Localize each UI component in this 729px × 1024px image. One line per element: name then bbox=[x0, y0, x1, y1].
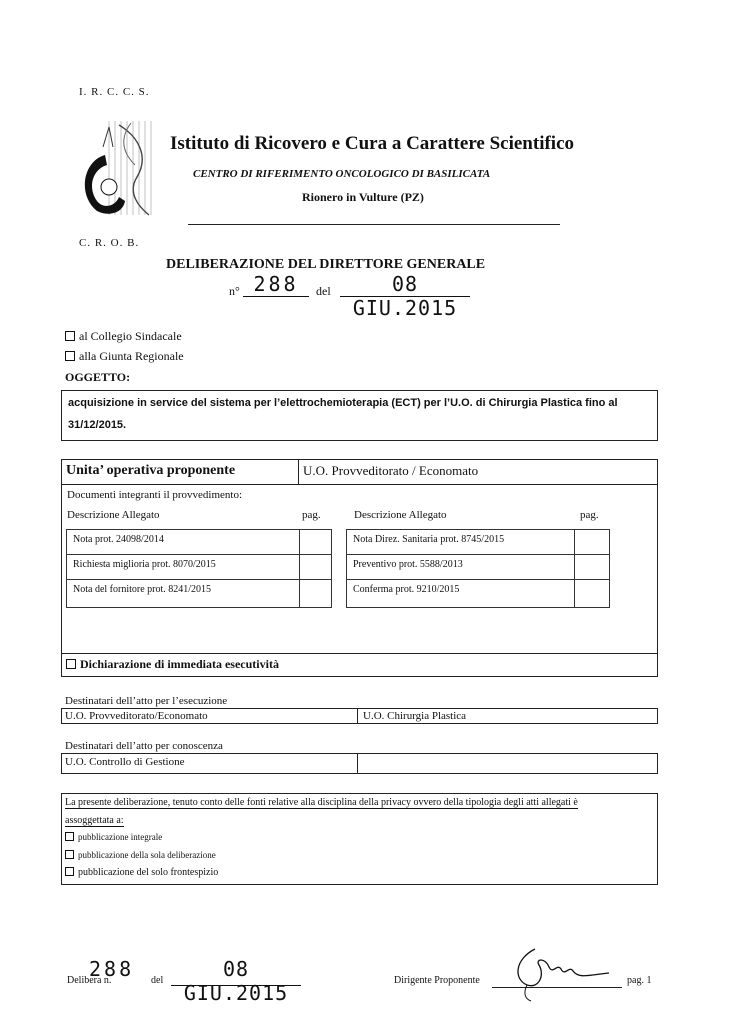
declaration-row bbox=[62, 653, 657, 654]
institute-logo bbox=[79, 117, 157, 217]
institute-title: Istituto di Ricovero e Cura a Carattere Scientifico bbox=[170, 133, 575, 154]
deliberation-number: 288 bbox=[243, 272, 309, 297]
collegio-checkbox[interactable] bbox=[65, 331, 75, 341]
right-attachment-1: Nota Direz. Sanitaria prot. 8745/2015 bbox=[346, 529, 575, 555]
integral-label: pubblicazione integrale bbox=[78, 832, 163, 842]
left-attachment-1-pag bbox=[299, 529, 332, 555]
left-attachment-2: Richiesta miglioria prot. 8070/2015 bbox=[66, 554, 300, 580]
oggetto-line2: 31/12/2015. bbox=[68, 419, 127, 431]
number-label: n° bbox=[229, 284, 240, 298]
deliberation-heading: DELIBERAZIONE DEL DIRETTORE GENERALE bbox=[166, 257, 486, 272]
date-label: del bbox=[316, 284, 331, 298]
right-attachment-3: Conferma prot. 9210/2015 bbox=[346, 579, 575, 608]
execution-left: U.O. Provveditorato/Economato bbox=[65, 710, 208, 722]
execution-label: Destinatari dell’atto per l’esecuzione bbox=[65, 695, 228, 707]
giunta-checkbox[interactable] bbox=[65, 351, 75, 361]
privacy-option-deliberation[interactable] bbox=[65, 850, 216, 860]
left-desc-header: Descrizione Allegato bbox=[67, 509, 160, 521]
footer-delibera-label: Delibera n. bbox=[67, 975, 112, 986]
left-attachment-3: Nota del fornitore prot. 8241/2015 bbox=[66, 579, 300, 608]
deliberation-only-label: pubblicazione della sola deliberazione bbox=[78, 850, 216, 860]
footer-del-label: del bbox=[151, 975, 164, 986]
declaration-label: Dichiarazione di immediata esecutività bbox=[80, 657, 279, 671]
oggetto-line1: acquisizione in service del sistema per l’elettrochemioterapia (ECT) per l’U.O. di Chirurgia Plastica fino al bbox=[68, 397, 618, 409]
oggetto-label: OGGETTO: bbox=[65, 370, 131, 384]
execution-divider bbox=[357, 709, 358, 723]
declaration-checkbox[interactable] bbox=[66, 659, 76, 669]
execution-table bbox=[61, 708, 658, 724]
unit-label: Unita’ operativa proponente bbox=[66, 463, 236, 478]
right-attachment-2-pag bbox=[574, 554, 610, 580]
knowledge-label: Destinatari dell’atto per conoscenza bbox=[65, 740, 223, 752]
privacy-option-integral[interactable] bbox=[65, 832, 162, 842]
deliberation-number-line bbox=[203, 272, 493, 320]
right-attachment-1-pag bbox=[574, 529, 610, 555]
frontispiece-checkbox[interactable] bbox=[65, 867, 74, 876]
frontispiece-label: pubblicazione del solo frontespizio bbox=[78, 867, 219, 878]
privacy-line2: assoggettata a: bbox=[65, 815, 124, 826]
deliberation-only-checkbox[interactable] bbox=[65, 850, 74, 859]
right-pag-header: pag. bbox=[580, 509, 599, 521]
declaration[interactable] bbox=[66, 657, 279, 672]
left-attachment-2-pag bbox=[299, 554, 332, 580]
unit-label-cell bbox=[62, 460, 299, 485]
left-pag-header: pag. bbox=[302, 509, 321, 521]
footer-delibera-number: 288 bbox=[89, 957, 135, 981]
left-attachment-1: Nota prot. 24098/2014 bbox=[66, 529, 300, 555]
knowledge-left: U.O. Controllo di Gestione bbox=[65, 756, 185, 768]
right-attachment-2: Preventivo prot. 5588/2013 bbox=[346, 554, 575, 580]
signature bbox=[505, 945, 615, 1003]
knowledge-divider bbox=[357, 754, 358, 773]
logo-graphic bbox=[79, 117, 157, 217]
collegio-label: al Collegio Sindacale bbox=[79, 329, 182, 343]
privacy-line1: La presente deliberazione, tenuto conto delle fonti relative alla disciplina della privacy ovvero della tipologia degli atti allegati è bbox=[65, 797, 578, 808]
right-attachment-3-pag bbox=[574, 579, 610, 608]
institute-subtitle: CENTRO DI RIFERIMENTO ONCOLOGICO DI BASILICATA bbox=[193, 168, 491, 180]
knowledge-table bbox=[61, 753, 658, 774]
crob-label: C. R. O. B. bbox=[79, 237, 140, 249]
giunta-label: alla Giunta Regionale bbox=[79, 349, 184, 363]
right-desc-header: Descrizione Allegato bbox=[354, 509, 447, 521]
privacy-option-frontispiece[interactable] bbox=[65, 867, 218, 878]
recipient-giunta[interactable] bbox=[65, 349, 184, 364]
recipient-collegio[interactable] bbox=[65, 329, 182, 344]
unit-value: U.O. Provveditorato / Economato bbox=[303, 463, 479, 478]
signature-graphic bbox=[505, 945, 615, 1003]
irccs-label: I. R. C. C. S. bbox=[79, 86, 150, 98]
header-divider bbox=[188, 224, 560, 225]
oggetto-box bbox=[61, 390, 658, 441]
left-attachment-3-pag bbox=[299, 579, 332, 608]
documents-heading: Documenti integranti il provvedimento: bbox=[67, 489, 243, 501]
footer-deliberation bbox=[67, 955, 327, 1005]
execution-right: U.O. Chirurgia Plastica bbox=[363, 710, 467, 722]
dirigente-label: Dirigente Proponente bbox=[394, 975, 480, 986]
integral-checkbox[interactable] bbox=[65, 832, 74, 841]
footer-date: 08 GIU.2015 bbox=[171, 957, 301, 986]
page-number: pag. 1 bbox=[627, 975, 652, 986]
unit-value-cell bbox=[299, 460, 657, 485]
deliberation-date: 08 GIU.2015 bbox=[340, 272, 470, 297]
privacy-box bbox=[61, 793, 658, 885]
institute-location: Rionero in Vulture (PZ) bbox=[302, 190, 424, 204]
documents-box bbox=[61, 459, 658, 677]
